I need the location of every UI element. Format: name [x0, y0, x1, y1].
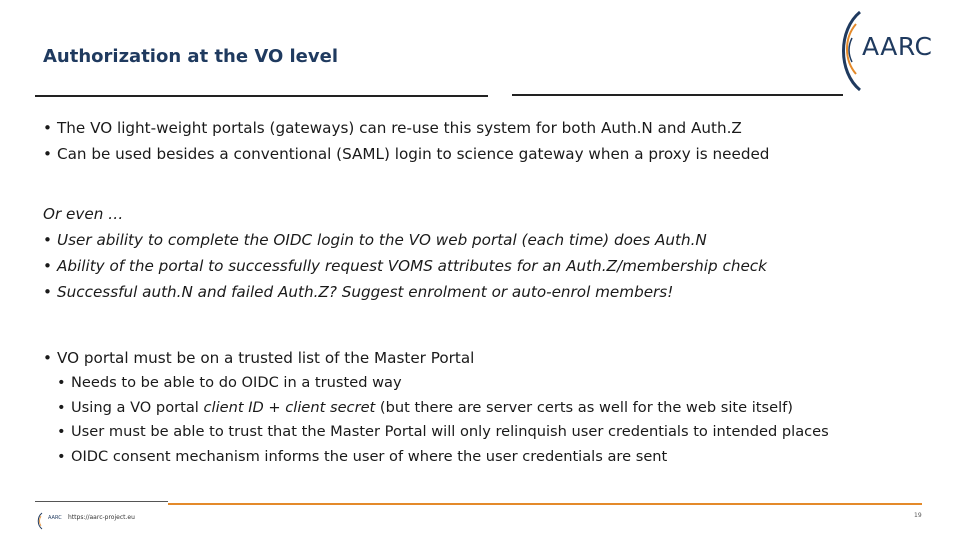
footer-url-link[interactable]: https://aarc-project.eu: [68, 514, 135, 521]
bullet-marker: •: [43, 145, 52, 163]
page-number: 19: [914, 512, 922, 519]
bullet-marker: •: [57, 374, 66, 391]
bullet-marker: •: [57, 423, 66, 440]
list-item: • User ability to complete the OIDC login to the VO web portal (each time) does Auth.N: [43, 227, 767, 253]
list-item: • VO portal must be on a trusted list of the Master Portal: [43, 345, 829, 371]
bullet-marker: •: [43, 283, 52, 301]
list-item: • The VO light-weight portals (gateways) can re-use this system for both Auth.N and Auth.Z: [43, 115, 769, 141]
footer-logo-text: AARC: [48, 515, 62, 521]
list-item: • Successful auth.N and failed Auth.Z? Suggest enrolment or auto-enrol members!: [43, 279, 767, 305]
list-item: • Can be used besides a conventional (SAML) login to science gateway when a proxy is needed: [43, 141, 769, 167]
bullet-marker: •: [43, 257, 52, 275]
aarc-logo-text: AARC: [862, 32, 933, 61]
list-item: • Ability of the portal to successfully request VOMS attributes for an Auth.Z/membership check: [43, 253, 767, 279]
footer-divider-accent: [168, 503, 922, 505]
title-divider-left: [35, 95, 488, 97]
title-divider-right: [512, 94, 843, 96]
portal-sub-list: [43, 371, 829, 469]
portal-section: [43, 345, 829, 469]
or-even-heading: Or even …: [43, 205, 124, 223]
bullet-marker: •: [57, 447, 66, 465]
sub-list-item: • Using a VO portal client ID + client secret (but there are server certs as well for the web site itself): [57, 396, 829, 421]
sub-list-item: • User must be able to trust that the Master Portal will only relinquish user credentials to intended places: [57, 420, 829, 445]
sub-list-item: • OIDC consent mechanism informs the user of where the user credentials are sent: [57, 445, 829, 470]
bullet-marker: •: [43, 231, 52, 249]
bullet-marker: •: [43, 119, 52, 137]
client-credentials-text: client ID + client secret: [203, 398, 376, 416]
main-bullets: [43, 115, 769, 167]
sub-list-item: • Needs to be able to do OIDC in a trusted way: [57, 371, 829, 396]
or-even-section: [43, 201, 767, 305]
bullet-marker: •: [43, 349, 52, 367]
footer-divider-left: [35, 501, 168, 502]
slide-title: Authorization at the VO level: [43, 46, 339, 67]
bullet-marker: •: [57, 398, 66, 416]
